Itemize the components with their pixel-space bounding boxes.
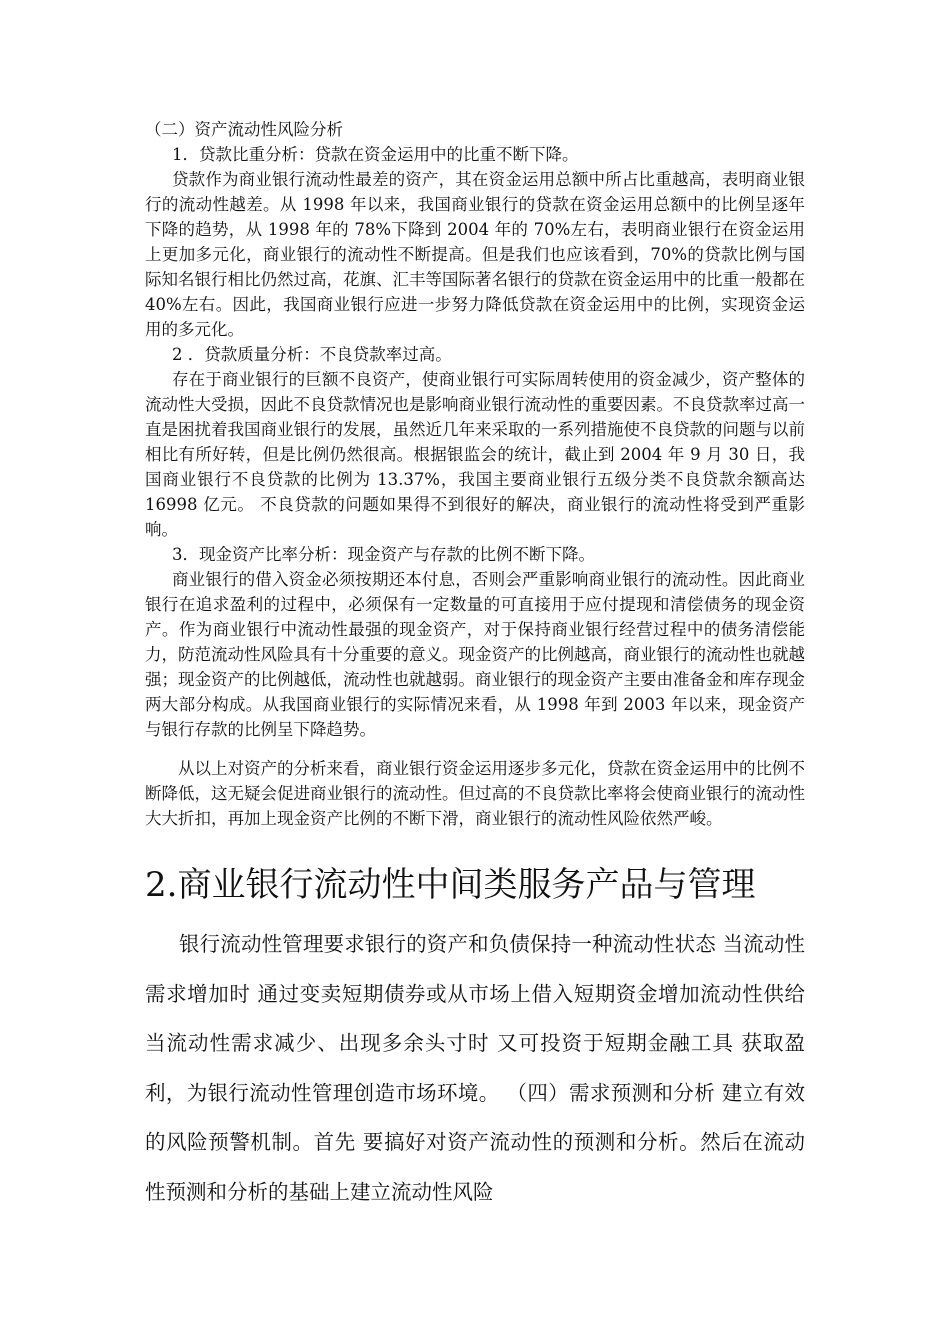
- liquidity-management-section: [145, 920, 805, 1217]
- paragraph-liquidity-management: 银行流动性管理要求银行的资产和负债保持一种流动性状态 当流动性需求增加时 通过变卖短期债券或从市场上借入短期资金增加流动性供给 当流动性需求减少、出现多余头寸时 又可投资于短期金融工具 获取盈利，为银行流动性管理创造市场环境。 （四）需求预测和分析 建立有效的风险预警机制。首先 要搞好对资产流动性的预测和分析。然后在流动性预测和分析的基础上建立流动性风险: [145, 932, 805, 1204]
- chapter-heading: 2.商业银行流动性中间类服务产品与管理: [145, 865, 756, 905]
- section-title: （二）资产流动性风险分析: [145, 120, 343, 139]
- subsection-cash-ratio: 3．现金资产比率分析：现金资产与存款的比例不断下降。: [172, 545, 595, 564]
- paragraph-loan-ratio: 贷款作为商业银行流动性最差的资产，其在资金运用总额中所占比重越高，表明商业银行的流动性越差。从 1998 年以来，我国商业银行的贷款在资金运用总额中的比例呈逐年下降的趋势，从 1998 年的 78%下降到 2004 年的 70%左右，表明商业银行在资金运用上更加多元化，商业银行的流动性不断提高。但是我们也应该看到，70%的贷款比例与国际知名银行相比仍然过高，花旗、汇丰等国际著名银行的贷款在资金运用中的比重一般都在 40%左右。因此，我国商业银行应进一步努力降低贷款在资金运用中的比例，实现资金运用的多元化。: [145, 170, 805, 339]
- paragraph-loan-quality: 存在于商业银行的巨额不良资产，使商业银行可实际周转使用的资金减少，资产整体的流动性大受损，因此不良贷款情况也是影响商业银行流动性的重要因素。不良贷款率过高一直是困扰着我国商业银行的发展，虽然近几年来采取的一系列措施使不良贷款的问题与以前相比有所好转，但是比例仍然很高。根据银监会的统计，截止到 2004 年 9 月 30 日，我国商业银行不良贷款的比例为 13.37%，我国主要商业银行五级分类不良贷款余额高达 16998 亿元。 不良贷款的问题如果得不到很好的解决，商业银行的流动性将受到严重影响。: [145, 370, 805, 539]
- paragraph-summary: 从以上对资产的分析来看，商业银行资金运用逐步多元化，贷款在资金运用中的比例不断降低，这无疑会促进商业银行的流动性。但过高的不良贷款比率将会使商业银行的流动性大大折扣，再加上现金资产比例的不断下滑，商业银行的流动性风险依然严峻。: [145, 759, 805, 828]
- subsection-loan-ratio: 1．贷款比重分析：贷款在资金运用中的比重不断下降。: [172, 145, 579, 164]
- asset-liquidity-section: [145, 117, 805, 831]
- paragraph-cash-ratio: 商业银行的借入资金必须按期还本付息，否则会严重影响商业银行的流动性。因此商业银行在追求盈利的过程中，必须保有一定数量的可直接用于应付提现和清偿债务的现金资产。作为商业银行中流动性最强的现金资产，对于保持商业银行经营过程中的债务清偿能力，防范流动性风险具有十分重要的意义。现金资产的比例越高，商业银行的流动性也就越强；现金资产的比例越低，流动性也就越弱。商业银行的现金资产主要由准备金和库存现金两大部分构成。从我国商业银行的实际情况来看，从 1998 年到 2003 年以来，现金资产与银行存款的比例呈下降趋势。: [145, 570, 805, 739]
- subsection-loan-quality: 2 ．贷款质量分析：不良贷款率过高。: [172, 345, 452, 364]
